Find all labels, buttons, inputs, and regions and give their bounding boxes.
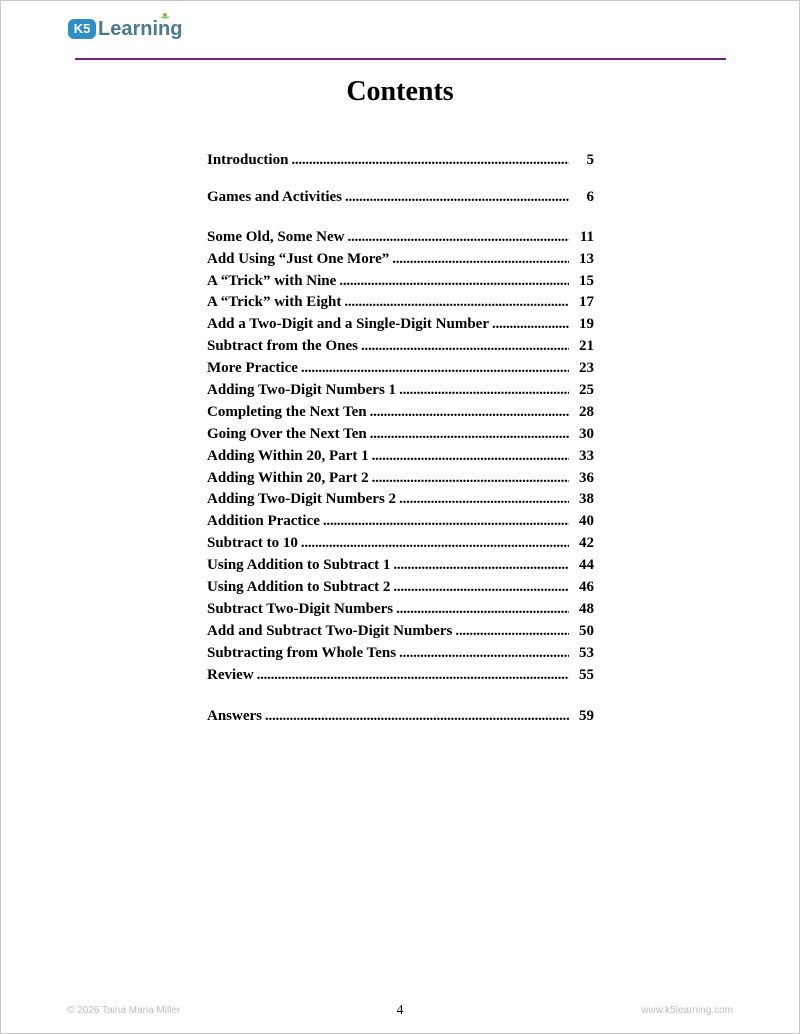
toc-entry-title: Using Addition to Subtract 2	[207, 579, 391, 596]
toc-dot-leader	[370, 424, 569, 446]
toc-entry-title: Subtract from the Ones	[207, 338, 358, 355]
toc-entry[interactable]	[207, 511, 594, 533]
toc-entry-title: Using Addition to Subtract 1	[207, 557, 391, 574]
toc-entry-title: Add Using “Just One More”	[207, 250, 390, 267]
page-title: Contents	[346, 76, 454, 107]
toc-entry[interactable]	[207, 358, 594, 380]
toc-dot-leader	[323, 511, 569, 533]
footer-website: www.k5learning.com	[641, 1005, 733, 1016]
toc-group-games	[207, 187, 594, 209]
toc-entry[interactable]	[207, 446, 594, 468]
toc-dot-leader	[339, 271, 569, 293]
toc-dot-leader	[393, 555, 569, 577]
table-of-contents	[207, 150, 594, 728]
toc-entry-page: 36	[579, 469, 594, 486]
toc-dot-leader	[370, 402, 569, 424]
toc-entry[interactable]	[207, 665, 594, 687]
toc-entry[interactable]	[207, 292, 594, 314]
toc-entry-title: Introduction	[207, 152, 289, 168]
toc-entry-title: Adding Within 20, Part 2	[207, 469, 369, 486]
toc-entry[interactable]	[207, 555, 594, 577]
toc-dot-leader	[372, 446, 569, 468]
toc-dot-leader	[492, 314, 569, 336]
logo-figure-icon	[160, 12, 170, 22]
logo-word-text: Learning	[98, 17, 183, 40]
toc-entry-title: Answers	[207, 708, 262, 725]
toc-entry-title: Subtract Two-Digit Numbers	[207, 600, 394, 617]
toc-group-answers	[207, 706, 594, 728]
toc-entry-title: Subtract to 10	[207, 535, 298, 552]
toc-entry[interactable]	[207, 187, 594, 209]
toc-entry-page: 6	[586, 188, 594, 205]
toc-dot-leader	[257, 665, 569, 687]
toc-entry[interactable]	[207, 621, 594, 643]
toc-entry-page: 13	[579, 250, 594, 267]
footer-copyright: © 2026 Taina Maria Miller	[67, 1005, 181, 1016]
toc-dot-leader	[344, 292, 569, 314]
toc-entry-page: 23	[579, 360, 594, 377]
toc-dot-leader	[455, 621, 569, 643]
toc-entry-page: 40	[579, 513, 594, 530]
toc-entry-page: 53	[579, 644, 594, 661]
toc-entry-page: 5	[586, 152, 594, 168]
toc-entry-title: Review	[207, 666, 254, 683]
toc-entry-page: 28	[579, 403, 594, 420]
toc-entry-page: 25	[579, 382, 594, 399]
toc-dot-leader	[301, 533, 569, 555]
toc-entry-title: Addition Practice	[207, 513, 320, 530]
toc-entry[interactable]	[207, 227, 594, 249]
toc-dot-leader	[399, 489, 569, 511]
page-number: 4	[396, 1003, 404, 1018]
toc-entry-page: 33	[579, 447, 594, 464]
toc-entry-page: 38	[579, 491, 594, 508]
toc-dot-leader	[301, 358, 569, 380]
toc-entry-page: 17	[579, 294, 594, 311]
toc-entry[interactable]	[207, 468, 594, 490]
toc-dot-leader	[372, 468, 569, 490]
toc-entry-title: More Practice	[207, 360, 298, 377]
k5-learning-logo	[68, 14, 182, 44]
toc-entry[interactable]	[207, 249, 594, 271]
toc-entry-title: A “Trick” with Nine	[207, 272, 337, 289]
toc-dot-leader	[345, 187, 569, 209]
toc-entry-title: Adding Two-Digit Numbers 1	[207, 382, 397, 399]
toc-dot-leader	[361, 336, 569, 358]
toc-entry-page: 21	[579, 338, 594, 355]
toc-entry-title: Add and Subtract Two-Digit Numbers	[207, 622, 453, 639]
toc-entry[interactable]	[207, 402, 594, 424]
toc-entry[interactable]	[207, 489, 594, 511]
toc-entry[interactable]	[207, 533, 594, 555]
toc-entry-title: Going Over the Next Ten	[207, 425, 367, 442]
toc-group-intro	[207, 150, 594, 172]
toc-entry-title: Some Old, Some New	[207, 228, 345, 245]
toc-entry-page: 42	[579, 535, 594, 552]
toc-entry-title: Adding Within 20, Part 1	[207, 447, 369, 464]
toc-entry-title: Completing the Next Ten	[207, 403, 367, 420]
toc-dot-leader	[393, 577, 569, 599]
toc-dot-leader	[348, 227, 570, 249]
toc-entry[interactable]	[207, 150, 594, 172]
toc-dot-leader	[396, 599, 569, 621]
toc-entry-title: Games and Activities	[207, 188, 342, 205]
toc-entry-page: 50	[579, 622, 594, 639]
logo-badge: K5	[68, 19, 96, 39]
toc-entry[interactable]	[207, 314, 594, 336]
toc-entry-page: 48	[579, 600, 594, 617]
toc-entry-title: Add a Two-Digit and a Single-Digit Number	[207, 316, 489, 333]
toc-entry-title: Adding Two-Digit Numbers 2	[207, 491, 397, 508]
toc-entry-title: A “Trick” with Eight	[207, 294, 342, 311]
toc-entry-page: 46	[579, 579, 594, 596]
toc-dot-leader	[392, 249, 569, 271]
toc-dot-leader	[265, 706, 569, 728]
toc-dot-leader	[291, 150, 569, 172]
toc-entry[interactable]	[207, 577, 594, 599]
toc-entry-page: 11	[579, 228, 594, 245]
toc-entry-page: 15	[579, 272, 594, 289]
toc-group-lessons	[207, 227, 594, 687]
toc-entry[interactable]	[207, 643, 594, 665]
toc-entry[interactable]	[207, 599, 594, 621]
logo-wordmark	[98, 18, 182, 41]
toc-dot-leader	[399, 380, 569, 402]
toc-entry-page: 44	[579, 557, 594, 574]
toc-entry[interactable]	[207, 380, 594, 402]
toc-entry-page: 59	[579, 708, 594, 725]
toc-entry-page: 55	[579, 666, 594, 683]
header-rule	[75, 58, 726, 60]
toc-entry-page: 19	[579, 316, 594, 333]
toc-entry[interactable]	[207, 706, 594, 728]
toc-entry-title: Subtracting from Whole Tens	[207, 644, 397, 661]
toc-dot-leader	[399, 643, 569, 665]
toc-entry-page: 30	[579, 425, 594, 442]
toc-entry[interactable]	[207, 424, 594, 446]
toc-entry[interactable]	[207, 271, 594, 293]
toc-entry[interactable]	[207, 336, 594, 358]
